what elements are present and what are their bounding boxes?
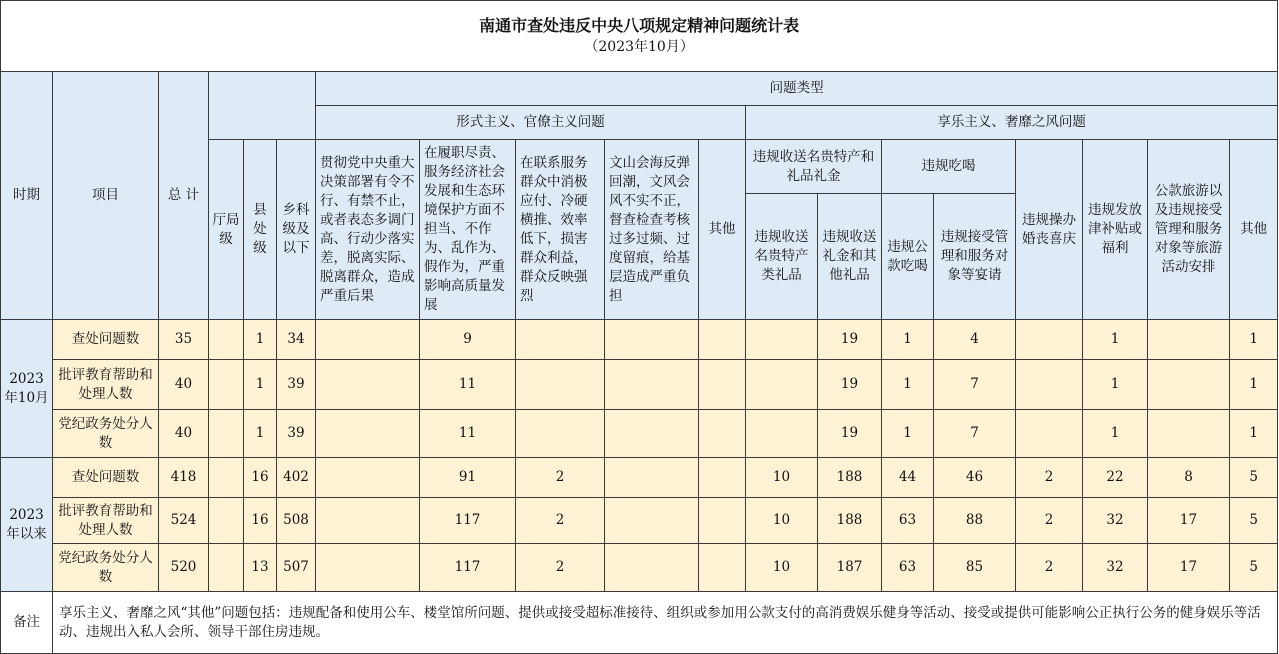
table-row (1, 498, 1278, 544)
cell-o: 5 (1230, 498, 1278, 544)
header-problem-type: 问题类型 (316, 72, 1278, 106)
header-formalism-3: 在联系服务群众中消极应付、冷硬横推、效率低下，损害群众利益，群众反映强烈 (516, 140, 605, 320)
cell-e1: 63 (882, 544, 934, 592)
cell-s: 1 (1083, 410, 1148, 458)
header-item: 项目 (53, 72, 159, 320)
cell-total: 40 (159, 360, 209, 410)
cell-f4 (605, 458, 699, 498)
cell-total: 418 (159, 458, 209, 498)
row-item-label: 党纪政务处分人数 (53, 410, 159, 458)
cell-g1: 10 (746, 458, 818, 498)
cell-f3: 2 (516, 544, 605, 592)
cell-xiang: 508 (277, 498, 316, 544)
row-item-label: 批评教育帮助和处理人数 (53, 498, 159, 544)
cell-total: 40 (159, 410, 209, 458)
cell-o: 5 (1230, 458, 1278, 498)
cell-xian: 13 (244, 544, 277, 592)
header-gift-2: 违规收送礼金和其他礼品 (818, 194, 882, 320)
row-item-label: 批评教育帮助和处理人数 (53, 360, 159, 410)
cell-w: 2 (1016, 544, 1083, 592)
header-formalism-1: 贯彻党中央重大决策部署有令不行、有禁不止，或者表态多调门高、行动少落实差，脱离实际、脱离群众，造成严重后果 (316, 140, 420, 320)
header-group-formalism: 形式主义、官僚主义问题 (316, 106, 746, 140)
cell-o: 5 (1230, 544, 1278, 592)
table-body (1, 320, 1278, 592)
cell-total: 524 (159, 498, 209, 544)
cell-total: 35 (159, 320, 209, 360)
note-text: 享乐主义、奢靡之风“其他”问题包括：违规配备和使用公车、楼堂馆所问题、提供或接受超标准接待、组织或参加用公款支付的高消费娱乐健身等活动、接受或提供可能影响公正执行公务的健身娱乐等活动、违规出入私人会所、领导干部住房违规。 (53, 592, 1278, 654)
cell-f1 (316, 360, 420, 410)
cell-g2: 188 (818, 498, 882, 544)
cell-f2: 117 (420, 498, 516, 544)
cell-s: 1 (1083, 360, 1148, 410)
cell-ting (209, 544, 244, 592)
cell-ting (209, 498, 244, 544)
cell-ting (209, 458, 244, 498)
header-gift-group: 违规收送名贵特产和礼品礼金 (746, 140, 882, 194)
cell-t (1148, 410, 1230, 458)
cell-total: 520 (159, 544, 209, 592)
cell-g1 (746, 320, 818, 360)
header-eat-1: 违规公款吃喝 (882, 194, 934, 320)
cell-f1 (316, 498, 420, 544)
cell-f4 (605, 410, 699, 458)
cell-w (1016, 320, 1083, 360)
header-gift-1: 违规收送名贵特产类礼品 (746, 194, 818, 320)
cell-e1: 63 (882, 498, 934, 544)
note-label: 备注 (1, 592, 53, 654)
cell-f3: 2 (516, 498, 605, 544)
cell-ting (209, 360, 244, 410)
cell-xian: 1 (244, 360, 277, 410)
cell-f4 (605, 360, 699, 410)
cell-f4 (605, 320, 699, 360)
header-wedding: 违规操办婚丧喜庆 (1016, 140, 1083, 320)
header-group-hedonism: 享乐主义、奢靡之风问题 (746, 106, 1278, 140)
cell-f1 (316, 320, 420, 360)
cell-f3: 2 (516, 458, 605, 498)
cell-e1: 44 (882, 458, 934, 498)
header-formalism-other: 其他 (699, 140, 746, 320)
cell-e2: 46 (934, 458, 1016, 498)
cell-e2: 88 (934, 498, 1016, 544)
cell-o: 1 (1230, 360, 1278, 410)
cell-f2: 91 (420, 458, 516, 498)
table-subtitle: （2023年10月） (584, 39, 694, 55)
cell-xiang: 39 (277, 410, 316, 458)
cell-ting (209, 410, 244, 458)
cell-f3 (516, 320, 605, 360)
cell-f2: 9 (420, 320, 516, 360)
cell-xian: 16 (244, 498, 277, 544)
header-hedonism-other: 其他 (1230, 140, 1278, 320)
cell-f5 (699, 498, 746, 544)
cell-g2: 19 (818, 410, 882, 458)
table-row (1, 410, 1278, 458)
header-level-xian: 县处级 (244, 140, 277, 320)
cell-f4 (605, 544, 699, 592)
header-eat-group: 违规吃喝 (882, 140, 1016, 194)
header-subsidy: 违规发放津补贴或福利 (1083, 140, 1148, 320)
table-title-cell (1, 1, 1278, 72)
cell-f2: 11 (420, 360, 516, 410)
cell-f2: 11 (420, 410, 516, 458)
cell-s: 1 (1083, 320, 1148, 360)
cell-g2: 187 (818, 544, 882, 592)
row-item-label: 查处问题数 (53, 458, 159, 498)
table-row (1, 360, 1278, 410)
cell-e2: 7 (934, 410, 1016, 458)
table-title: 南通市查处违反中央八项规定精神问题统计表 (479, 16, 800, 35)
period-label: 2023年以来 (1, 458, 53, 592)
cell-g2: 19 (818, 360, 882, 410)
row-item-label: 查处问题数 (53, 320, 159, 360)
cell-o: 1 (1230, 410, 1278, 458)
cell-xiang: 507 (277, 544, 316, 592)
cell-g1: 10 (746, 498, 818, 544)
header-level-blank (209, 72, 316, 140)
cell-g2: 188 (818, 458, 882, 498)
cell-g1 (746, 410, 818, 458)
cell-e1: 1 (882, 410, 934, 458)
cell-o: 1 (1230, 320, 1278, 360)
cell-xian: 1 (244, 410, 277, 458)
header-formalism-2: 在履职尽责、服务经济社会发展和生态环境保护方面不担当、不作为、乱作为、假作为，严重影响高质量发展 (420, 140, 516, 320)
cell-t (1148, 320, 1230, 360)
cell-xian: 16 (244, 458, 277, 498)
header-period: 时期 (1, 72, 53, 320)
cell-w: 2 (1016, 458, 1083, 498)
period-label: 2023年10月 (1, 320, 53, 458)
table-row (1, 458, 1278, 498)
cell-f1 (316, 458, 420, 498)
row-item-label: 党纪政务处分人数 (53, 544, 159, 592)
cell-s: 32 (1083, 544, 1148, 592)
table-row (1, 544, 1278, 592)
cell-e2: 85 (934, 544, 1016, 592)
cell-t (1148, 360, 1230, 410)
cell-w: 2 (1016, 498, 1083, 544)
cell-f1 (316, 410, 420, 458)
cell-s: 32 (1083, 498, 1148, 544)
cell-f3 (516, 410, 605, 458)
header-travel: 公款旅游以及违规接受管理和服务对象等旅游活动安排 (1148, 140, 1230, 320)
table-row (1, 320, 1278, 360)
cell-xiang: 402 (277, 458, 316, 498)
header-level-xiang: 乡科级及以下 (277, 140, 316, 320)
cell-xiang: 34 (277, 320, 316, 360)
cell-g1 (746, 360, 818, 410)
cell-e1: 1 (882, 360, 934, 410)
cell-f4 (605, 498, 699, 544)
cell-f5 (699, 544, 746, 592)
header-level-ting: 厅局级 (209, 140, 244, 320)
cell-f1 (316, 544, 420, 592)
cell-t: 17 (1148, 498, 1230, 544)
cell-f5 (699, 320, 746, 360)
cell-e1: 1 (882, 320, 934, 360)
cell-f5 (699, 360, 746, 410)
header-formalism-4: 文山会海反弹回潮，文风会风不实不正，督查检查考核过多过频、过度留痕，给基层造成严重负担 (605, 140, 699, 320)
cell-g2: 19 (818, 320, 882, 360)
cell-s: 22 (1083, 458, 1148, 498)
cell-f3 (516, 360, 605, 410)
cell-f5 (699, 458, 746, 498)
cell-w (1016, 410, 1083, 458)
cell-f5 (699, 410, 746, 458)
header-total: 总 计 (159, 72, 209, 320)
cell-e2: 7 (934, 360, 1016, 410)
header-eat-2: 违规接受管理和服务对象等宴请 (934, 194, 1016, 320)
cell-g1: 10 (746, 544, 818, 592)
cell-w (1016, 360, 1083, 410)
cell-e2: 4 (934, 320, 1016, 360)
cell-f2: 117 (420, 544, 516, 592)
cell-xian: 1 (244, 320, 277, 360)
cell-t: 17 (1148, 544, 1230, 592)
cell-xiang: 39 (277, 360, 316, 410)
cell-t: 8 (1148, 458, 1230, 498)
cell-ting (209, 320, 244, 360)
